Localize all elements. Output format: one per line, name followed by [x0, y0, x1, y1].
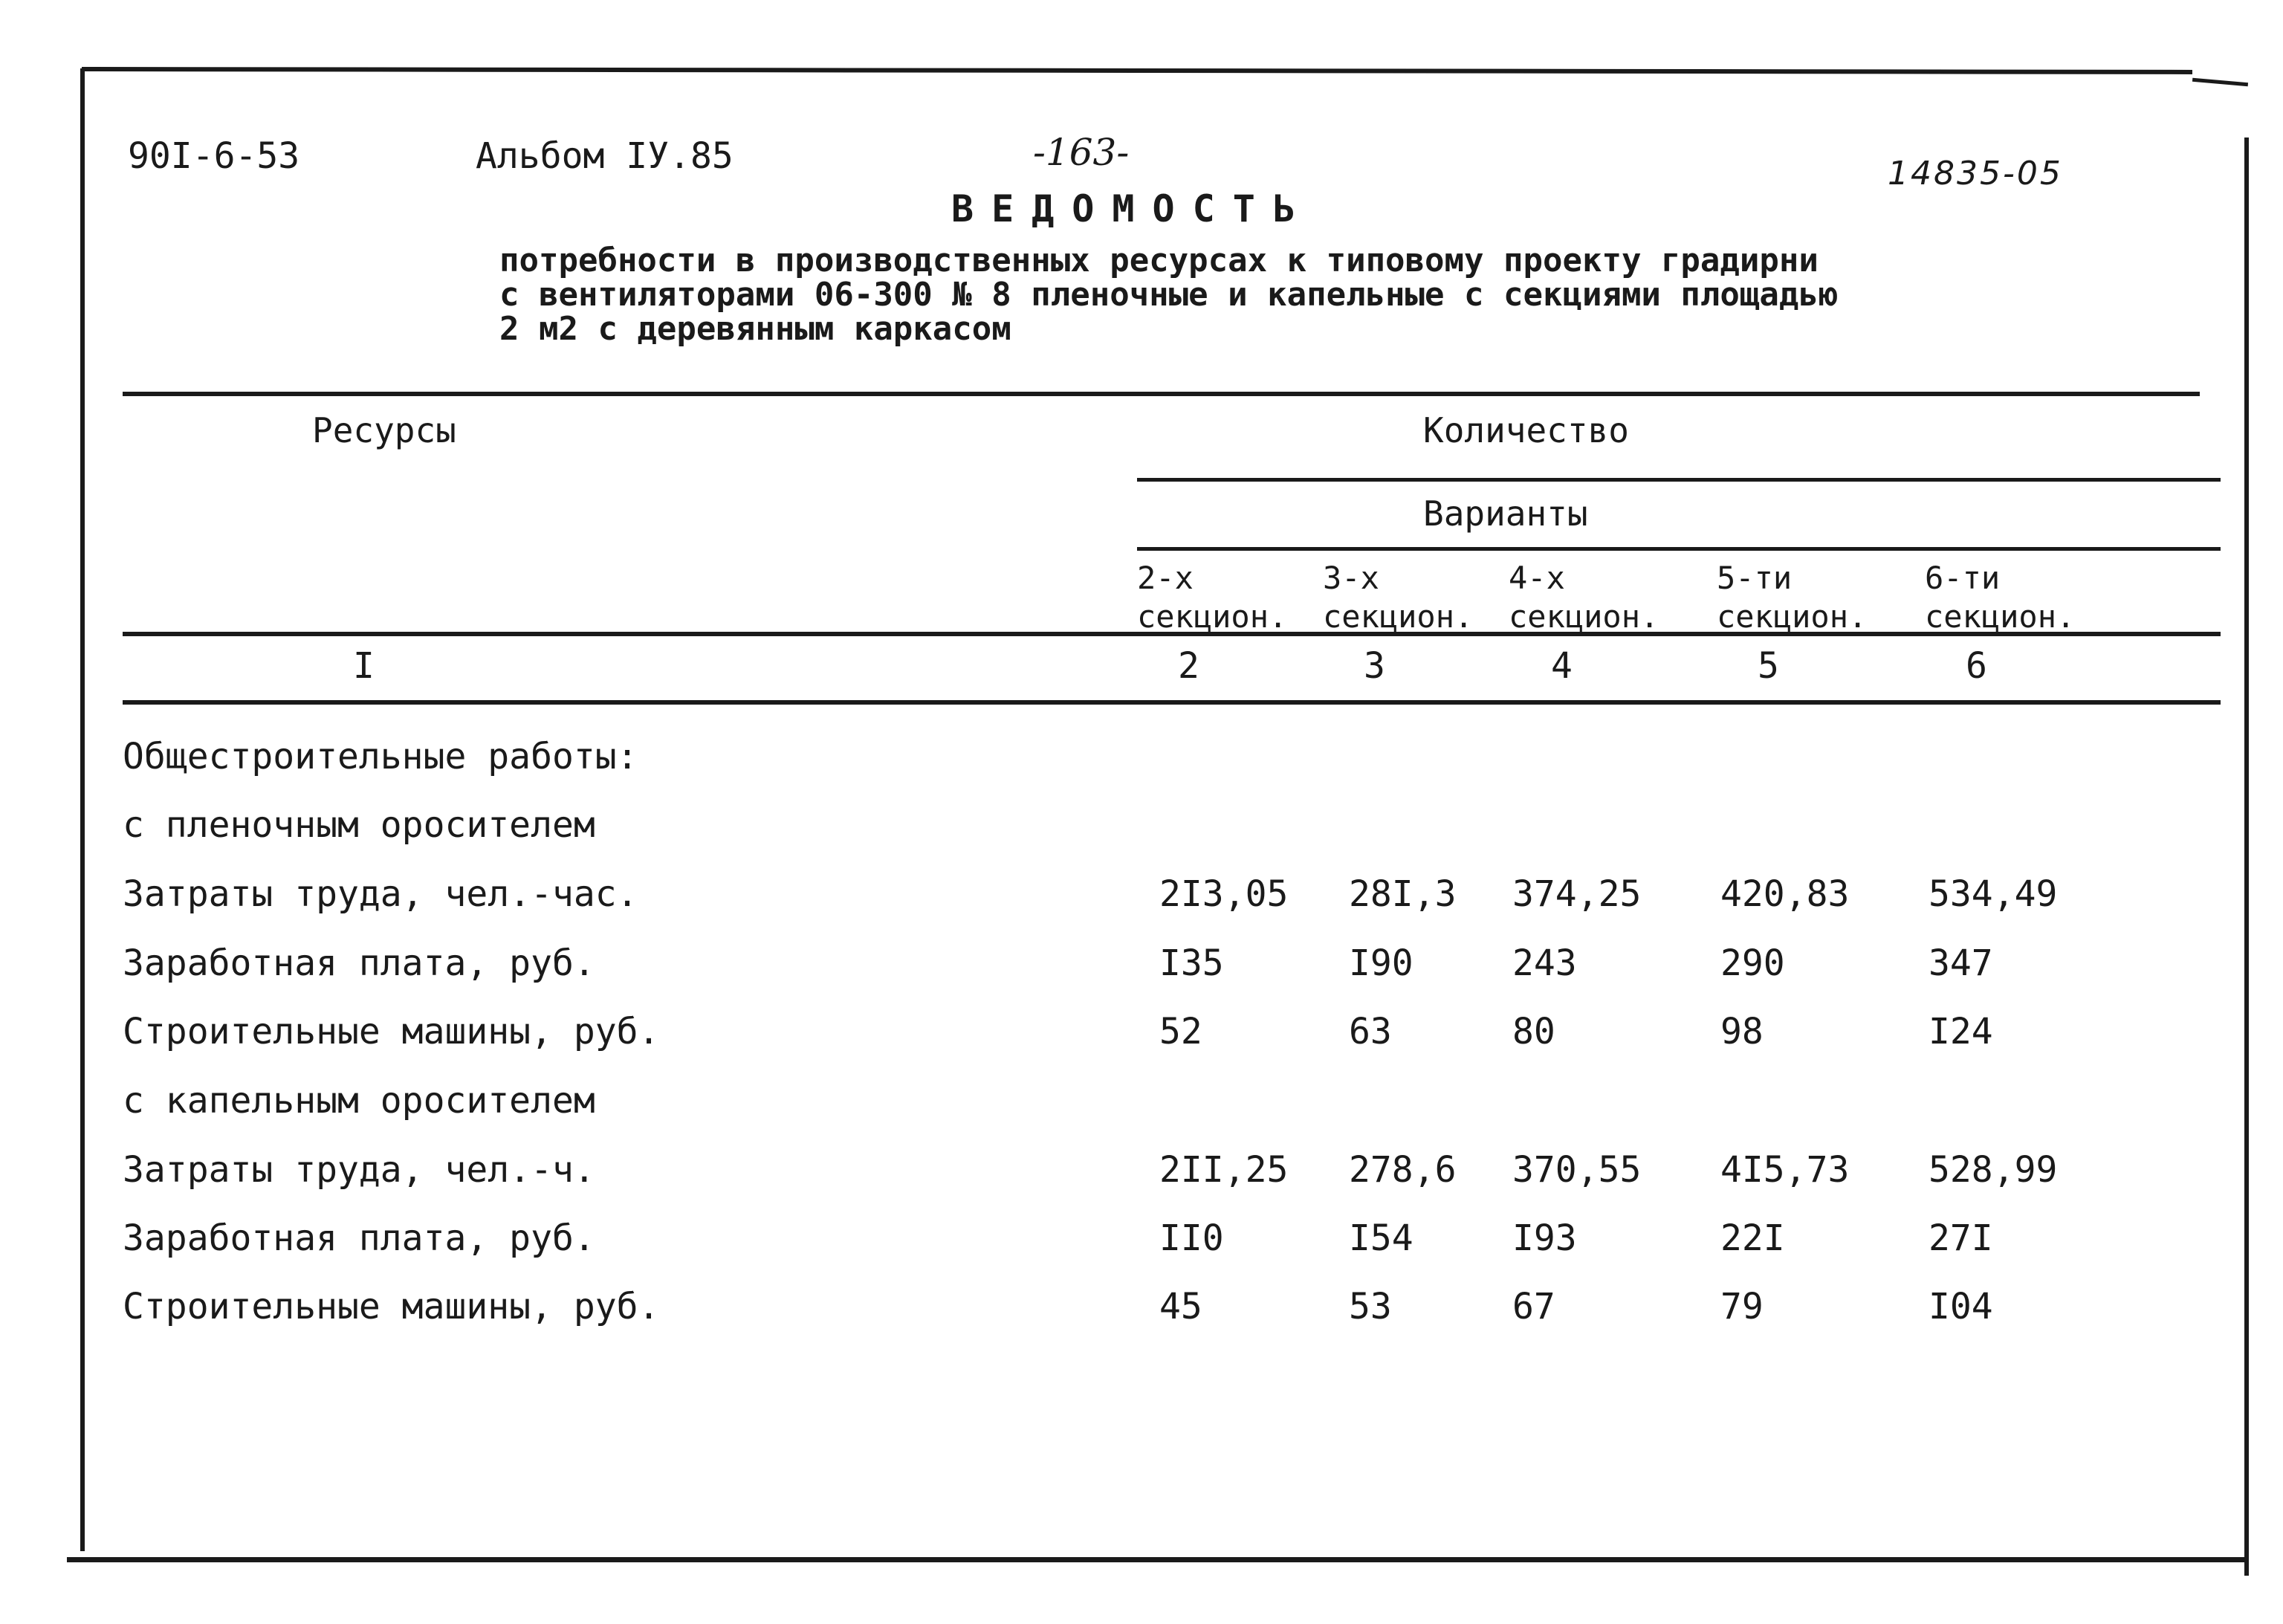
variant-header-line2: секцион. [1717, 598, 1868, 635]
table-cell: I54 [1349, 1217, 1413, 1259]
column-number: 2 [1178, 645, 1199, 687]
variant-header-line1: 4-х [1509, 560, 1565, 596]
table-cell: 243 [1512, 942, 1577, 984]
column-number: 4 [1551, 645, 1573, 687]
row-label: Заработная плата, руб. [123, 1217, 595, 1259]
variants-rule [1137, 547, 2221, 551]
table-cell: I90 [1349, 942, 1413, 984]
table-cell: 52 [1159, 1011, 1202, 1052]
document-code: 14835-05 [1888, 155, 2063, 193]
subtitle-line-3: 2 м2 с деревянным каркасом [499, 310, 1011, 348]
row-label: Строительные машины, руб. [123, 1286, 660, 1327]
subsection-heading: с пленочным оросителем [123, 804, 595, 846]
column-number: 5 [1758, 645, 1779, 687]
table-cell: 22I [1720, 1217, 1785, 1259]
table-cell: 27I [1929, 1217, 1993, 1259]
row-label: Строительные машины, руб. [123, 1011, 660, 1052]
quantity-header: Количество [1423, 410, 1629, 450]
variant-header-2 [1137, 559, 1287, 636]
table-cell: I35 [1159, 942, 1224, 984]
doc-number: 90I-6-53 [128, 135, 300, 177]
table-cell: I04 [1929, 1286, 1993, 1327]
variant-header-line2: секцион. [1925, 598, 2076, 635]
frame-top-border [82, 67, 2192, 74]
row-label: Заработная плата, руб. [123, 942, 595, 984]
table-cell: 98 [1720, 1011, 1764, 1052]
table-cell: I24 [1929, 1011, 1993, 1052]
table-cell: 534,49 [1929, 873, 2058, 915]
table-cell: 28I,3 [1349, 873, 1457, 915]
table-top-rule [123, 392, 2200, 396]
table-cell: 374,25 [1512, 873, 1642, 915]
table-cell: 2II,25 [1159, 1149, 1289, 1191]
column-number: 3 [1364, 645, 1385, 687]
frame-right-border [2244, 138, 2249, 1576]
album-label: Альбом IУ.85 [476, 135, 734, 177]
page-title: ВЕДОМОСТЬ [951, 187, 1313, 230]
frame-left-border [80, 68, 85, 1551]
table-cell: 528,99 [1929, 1149, 2058, 1191]
variant-header-5 [1717, 559, 1867, 636]
table-cell: 79 [1720, 1286, 1764, 1327]
resources-header: Ресурсы [312, 410, 456, 450]
table-cell: 45 [1159, 1286, 1202, 1327]
row-label: Затраты труда, чел.-час. [123, 873, 638, 915]
variant-header-line2: секцион. [1137, 598, 1288, 635]
subtitle-line-1: потребности в производственных ресурсах к типовому проекту градирни [499, 242, 1819, 279]
variant-header-line2: секцион. [1509, 598, 1659, 635]
table-cell: 2I3,05 [1159, 873, 1289, 915]
column-number: I [353, 645, 375, 687]
variants-header: Варианты [1423, 494, 1588, 534]
variant-header-4 [1509, 559, 1659, 636]
variant-header-line2: секцион. [1323, 598, 1474, 635]
variant-header-line1: 5-ти [1717, 560, 1793, 596]
subtitle-line-2: с вентиляторами 06-300 № 8 пленочные и капельные с секциями площадью [499, 276, 1839, 314]
table-cell: 370,55 [1512, 1149, 1642, 1191]
table-cell: 347 [1929, 942, 1993, 984]
table-cell: 63 [1349, 1011, 1392, 1052]
quantity-rule [1137, 478, 2221, 482]
table-cell: 278,6 [1349, 1149, 1457, 1191]
table-cell: 80 [1512, 1011, 1555, 1052]
variant-header-line1: 2-х [1137, 560, 1194, 596]
section-heading: Общестроительные работы: [123, 736, 638, 777]
table-cell: 290 [1720, 942, 1785, 984]
column-numbers-rule [123, 700, 2221, 705]
frame-bottom-border [67, 1557, 2248, 1562]
row-label: Затраты труда, чел.-ч. [123, 1149, 595, 1191]
frame-top-border-tail [2192, 78, 2248, 87]
table-cell: II0 [1159, 1217, 1224, 1259]
column-number: 6 [1966, 645, 1987, 687]
table-cell: 67 [1512, 1286, 1555, 1327]
page-number: -163- [1033, 131, 1130, 174]
table-cell: 4I5,73 [1720, 1149, 1850, 1191]
variant-header-6 [1925, 559, 2075, 636]
table-cell: I93 [1512, 1217, 1577, 1259]
variant-header-line1: 3-х [1323, 560, 1379, 596]
variant-header-3 [1323, 559, 1473, 636]
table-cell: 420,83 [1720, 873, 1850, 915]
subsection-heading: с капельным оросителем [123, 1080, 595, 1122]
table-cell: 53 [1349, 1286, 1392, 1327]
variant-header-line1: 6-ти [1925, 560, 2001, 596]
